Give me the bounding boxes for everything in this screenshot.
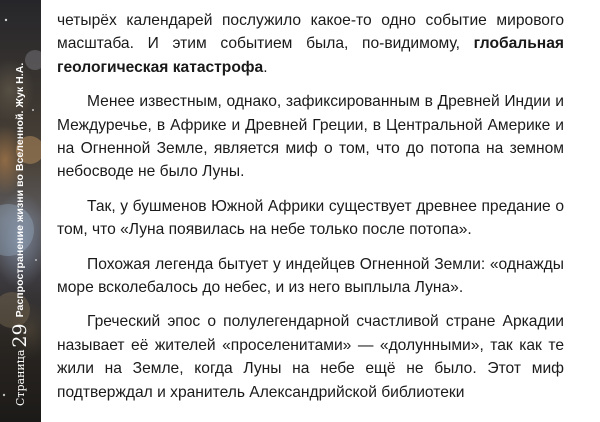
- paragraph-text: четырёх календарей послужило какое-то одно событие мирового масштаба. И этим событием была, по-видимому,: [57, 12, 564, 53]
- paragraph: [57, 9, 564, 79]
- page-number: 29: [8, 323, 31, 348]
- paragraph: Так, у бушменов Южной Африки существует древнее предание о том, что «Луна появилась на небе только после потопа».: [57, 197, 564, 239]
- paragraph-end: .: [263, 58, 268, 76]
- page-label: Страница: [13, 349, 27, 406]
- emphasis-text: глобальная геологическая катастрофа: [57, 35, 564, 76]
- paragraph: Менее известным, однако, зафиксированным в Древней Индии и Междуречье, в Африке и Древней Греции, в Центральной Америке и на Огненной Земле, является миф о том, что до потопа на земном небосводе не было Луны.: [57, 93, 564, 181]
- book-title: Распространение жизни во Вселенной. Жук Н.А.: [14, 62, 26, 318]
- body-text: [57, 9, 564, 415]
- side-caption: [10, 16, 30, 406]
- paragraph: Похожая легенда бытует у индейцев Огненной Земли: «однажды море всколебалось до небес, и из него выплыла Луна».: [57, 255, 564, 297]
- side-banner: [0, 0, 41, 422]
- paragraph: Греческий эпос о полулегендарной счастливой стране Аркадии называет её жителей «проселенитами» — «долунными», так как те жили на Земле, когда Луны на небе ещё не было. Этот миф подтверждал и хранитель Александрийской библиотеки: [57, 313, 564, 401]
